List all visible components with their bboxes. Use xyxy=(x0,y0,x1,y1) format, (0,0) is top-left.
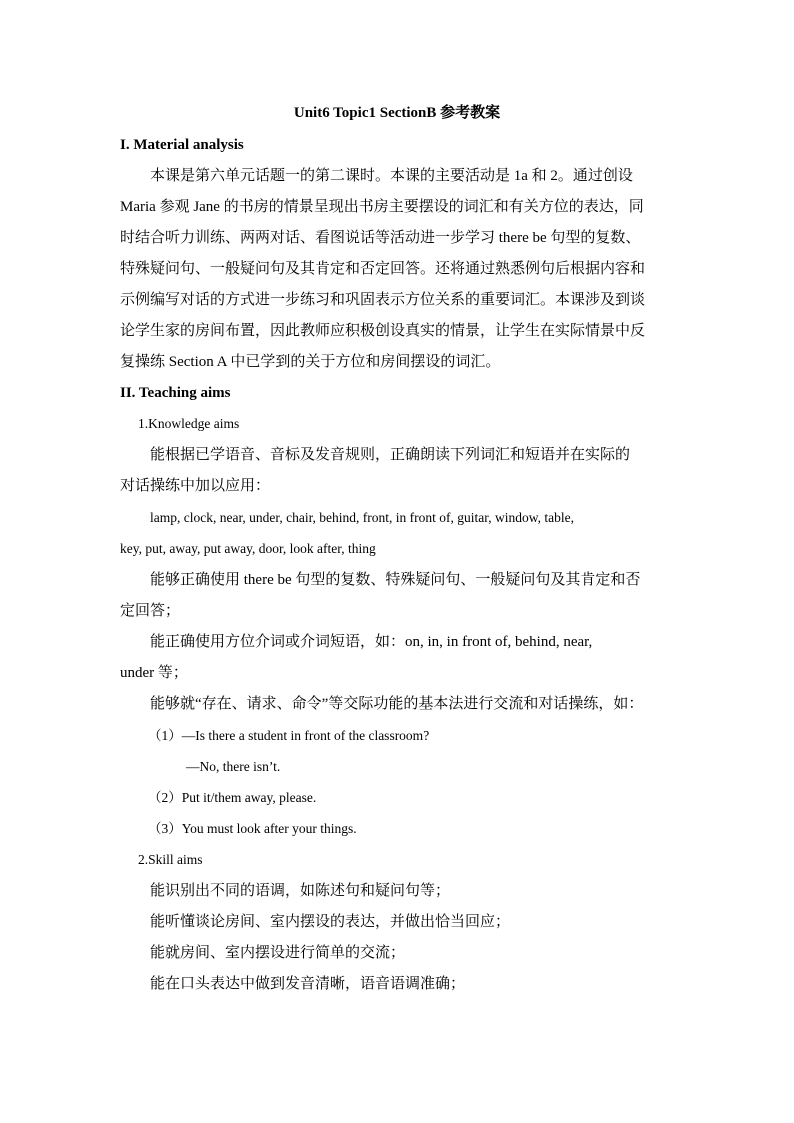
paragraph-line: 时结合听力训练、两两对话、看图说话等活动进一步学习 there be 句型的复数、 xyxy=(120,230,641,246)
section-heading-material-analysis: I. Material analysis xyxy=(120,137,244,153)
paragraph-line: 能够就“存在、请求、命令”等交际功能的基本法进行交流和对话操练，如： xyxy=(150,696,644,712)
paragraph-line: 对话操练中加以应用： xyxy=(120,478,271,494)
paragraph-line: 能听懂谈论房间、室内摆设的表达，并做出恰当回应； xyxy=(150,914,511,930)
paragraph-line: 定回答； xyxy=(120,603,181,619)
paragraph-line: 示例编写对话的方式进一步练习和巩固表示方位关系的重要词汇。本课涉及到谈 xyxy=(120,292,646,308)
paragraph-line: 本课是第六单元话题一的第二课时。本课的主要活动是 1a 和 2。通过创设 xyxy=(150,168,633,184)
example-line: （1）—Is there a student in front of the classroom? xyxy=(148,728,430,743)
subheading-knowledge-aims: 1.Knowledge aims xyxy=(138,416,240,431)
paragraph-line: 能识别出不同的语调，如陈述句和疑问句等； xyxy=(150,883,451,899)
paragraph-line: 能在口头表达中做到发音清晰，语音语调准确； xyxy=(150,976,466,992)
paragraph-line: Maria 参观 Jane 的书房的情景呈现出书房主要摆设的词汇和有关方位的表达，同 xyxy=(120,199,644,215)
paragraph-line: 复操练 Section A 中已学到的关于方位和房间摆设的词汇。 xyxy=(120,354,501,370)
vocabulary-line: key, put, away, put away, door, look after, thing xyxy=(120,541,376,556)
page-title: Unit6 Topic1 SectionB 参考教案 xyxy=(293,105,501,121)
section-heading-teaching-aims: II. Teaching aims xyxy=(120,385,231,401)
example-line: （2）Put it/them away, please. xyxy=(148,790,317,805)
paragraph-line: 能够正确使用 there be 句型的复数、特殊疑问句、一般疑问句及其肯定和否 xyxy=(150,572,641,588)
paragraph-line: 论学生家的房间布置，因此教师应积极创设真实的情景，让学生在实际情景中反 xyxy=(120,323,646,339)
vocabulary-line: lamp, clock, near, under, chair, behind, front, in front of, guitar, window, table, xyxy=(150,510,574,525)
example-line: （3）You must look after your things. xyxy=(148,821,357,836)
paragraph-line: 能正确使用方位介词或介词短语，如：on, in, in front of, behind, near, xyxy=(150,634,593,650)
paragraph-line: 能就房间、室内摆设进行简单的交流； xyxy=(150,945,406,961)
paragraph-line: 能根据已学语音、音标及发音规则，正确朗读下列词汇和短语并在实际的 xyxy=(150,447,631,463)
paragraph-line: under 等； xyxy=(120,665,188,681)
example-line: —No, there isn’t. xyxy=(186,759,281,774)
paragraph-line: 特殊疑问句、一般疑问句及其肯定和否定回答。还将通过熟悉例句后根据内容和 xyxy=(120,261,646,277)
subheading-skill-aims: 2.Skill aims xyxy=(138,852,203,867)
